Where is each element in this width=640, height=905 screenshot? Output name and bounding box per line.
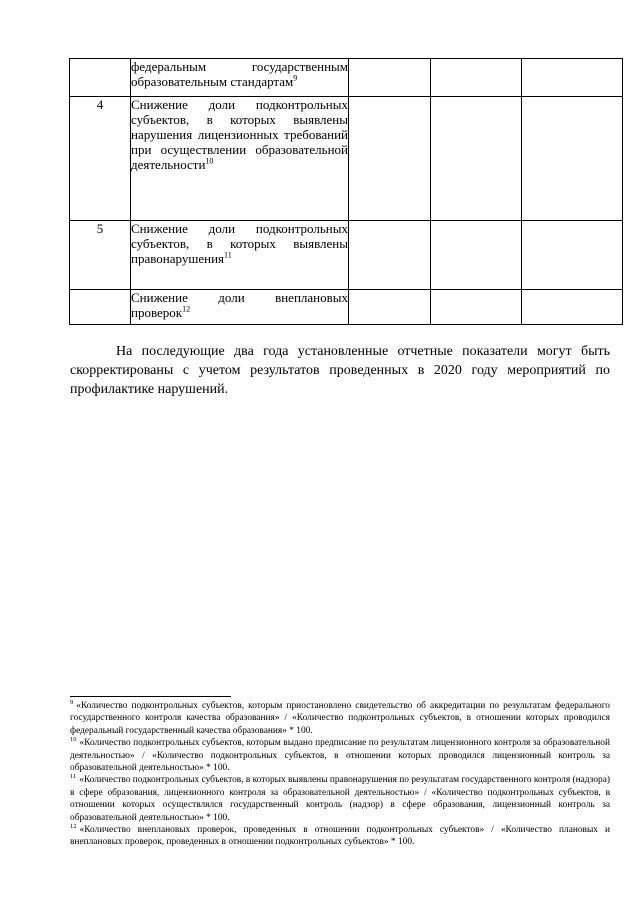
footnote-text: «Количество подконтрольных субъектов, в которых выявлены правонарушения по результатам государственного контроля (надзора) в сфере образования, лицензионного контроля за образовательной деятельностью» / «Количество подконтрольных субъектов, в отношении которых осуществлялся государственный контроль (надзор) в сфере образования, лицензионный контроль за образовательной деятельностью» * 100.: [70, 775, 610, 823]
indicator-cell: [131, 290, 349, 325]
value-cell: [522, 59, 623, 97]
value-cell: [349, 97, 431, 221]
footnote-ref: 10: [205, 156, 214, 166]
indicator-text: Снижение доли внеплановых проверок$^{12}$: [131, 290, 348, 320]
row-number-cell: [70, 59, 131, 97]
footnote-ref: 12: [182, 304, 191, 314]
value-cell: [522, 97, 623, 221]
row-number-cell: [70, 97, 131, 221]
row-number: 5: [96, 221, 104, 236]
footnote-separator: [70, 696, 231, 697]
indicator-cell: [131, 221, 349, 290]
indicator-cell: [131, 59, 349, 97]
value-cell: [431, 290, 522, 325]
footnote: [70, 824, 610, 849]
indicator-cell: [131, 97, 349, 221]
footnote-ref: 11: [224, 250, 232, 260]
indicator-text: Снижение доли подконтрольных субъектов, в которых выявлены правонарушения$^{11}$: [131, 221, 348, 266]
value-cell: [522, 290, 623, 325]
footnote-mark: 10: [70, 736, 77, 744]
footnote-mark: 11: [70, 773, 77, 781]
indicator-text: Снижение доли подконтрольных субъектов, в которых выявлены нарушения лицензионных требований при осуществлении образовательной деятельности$^{10}$: [131, 97, 348, 172]
table-row: [70, 59, 623, 97]
value-cell: [349, 290, 431, 325]
footnote-ref: 9: [293, 73, 298, 83]
value-cell: [349, 221, 431, 290]
row-number: 4: [96, 97, 104, 112]
value-cell: [522, 221, 623, 290]
footnote-text: «Количество подконтрольных субъектов, которым приостановлено свидетельство об аккредитации по результатам федерального государственного контроля качества образования» / «Количество подконтрольных субъектов, в отношении которых проводился федеральный государственный качества образования» * 100.: [70, 701, 610, 736]
indicators-table: [69, 58, 623, 325]
body-paragraph: На последующие два года установленные отчетные показатели могут быть скорректированы с учетом результатов проведенных в 2020 году мероприятий по профилактике нарушений.: [70, 344, 610, 397]
indicator-text: федеральным государственным образовательным стандартам$^9$: [131, 59, 348, 89]
row-number-cell: [70, 290, 131, 325]
value-cell: [349, 59, 431, 97]
table-row: [70, 97, 623, 221]
footnote: [70, 700, 610, 737]
footnote-text: «Количество подконтрольных субъектов, которым выдано предписание по результатам лицензионного контроля за образовательной деятельностью» / «Количество подконтрольных субъектов, в отношении которых проводился лицензионный контроль за образовательной деятельностью» * 100.: [70, 738, 610, 774]
value-cell: [431, 97, 522, 221]
footnote: [70, 737, 610, 774]
table-row: [70, 290, 623, 325]
value-cell: [431, 59, 522, 97]
table-row: [70, 221, 623, 290]
footnote-mark: 9: [70, 698, 74, 706]
footnote-text: «Количество внеплановых проверок, проведенных в отношении подконтрольных субъектов» / «Количество плановых и внеплановых проверок, проведенных в отношении подконтрольных субъектов» * 100.: [70, 825, 610, 848]
footnote-mark: 12: [70, 822, 77, 830]
row-number-cell: [70, 221, 131, 290]
value-cell: [431, 221, 522, 290]
footnote: [70, 774, 610, 824]
footnotes: [70, 700, 610, 849]
